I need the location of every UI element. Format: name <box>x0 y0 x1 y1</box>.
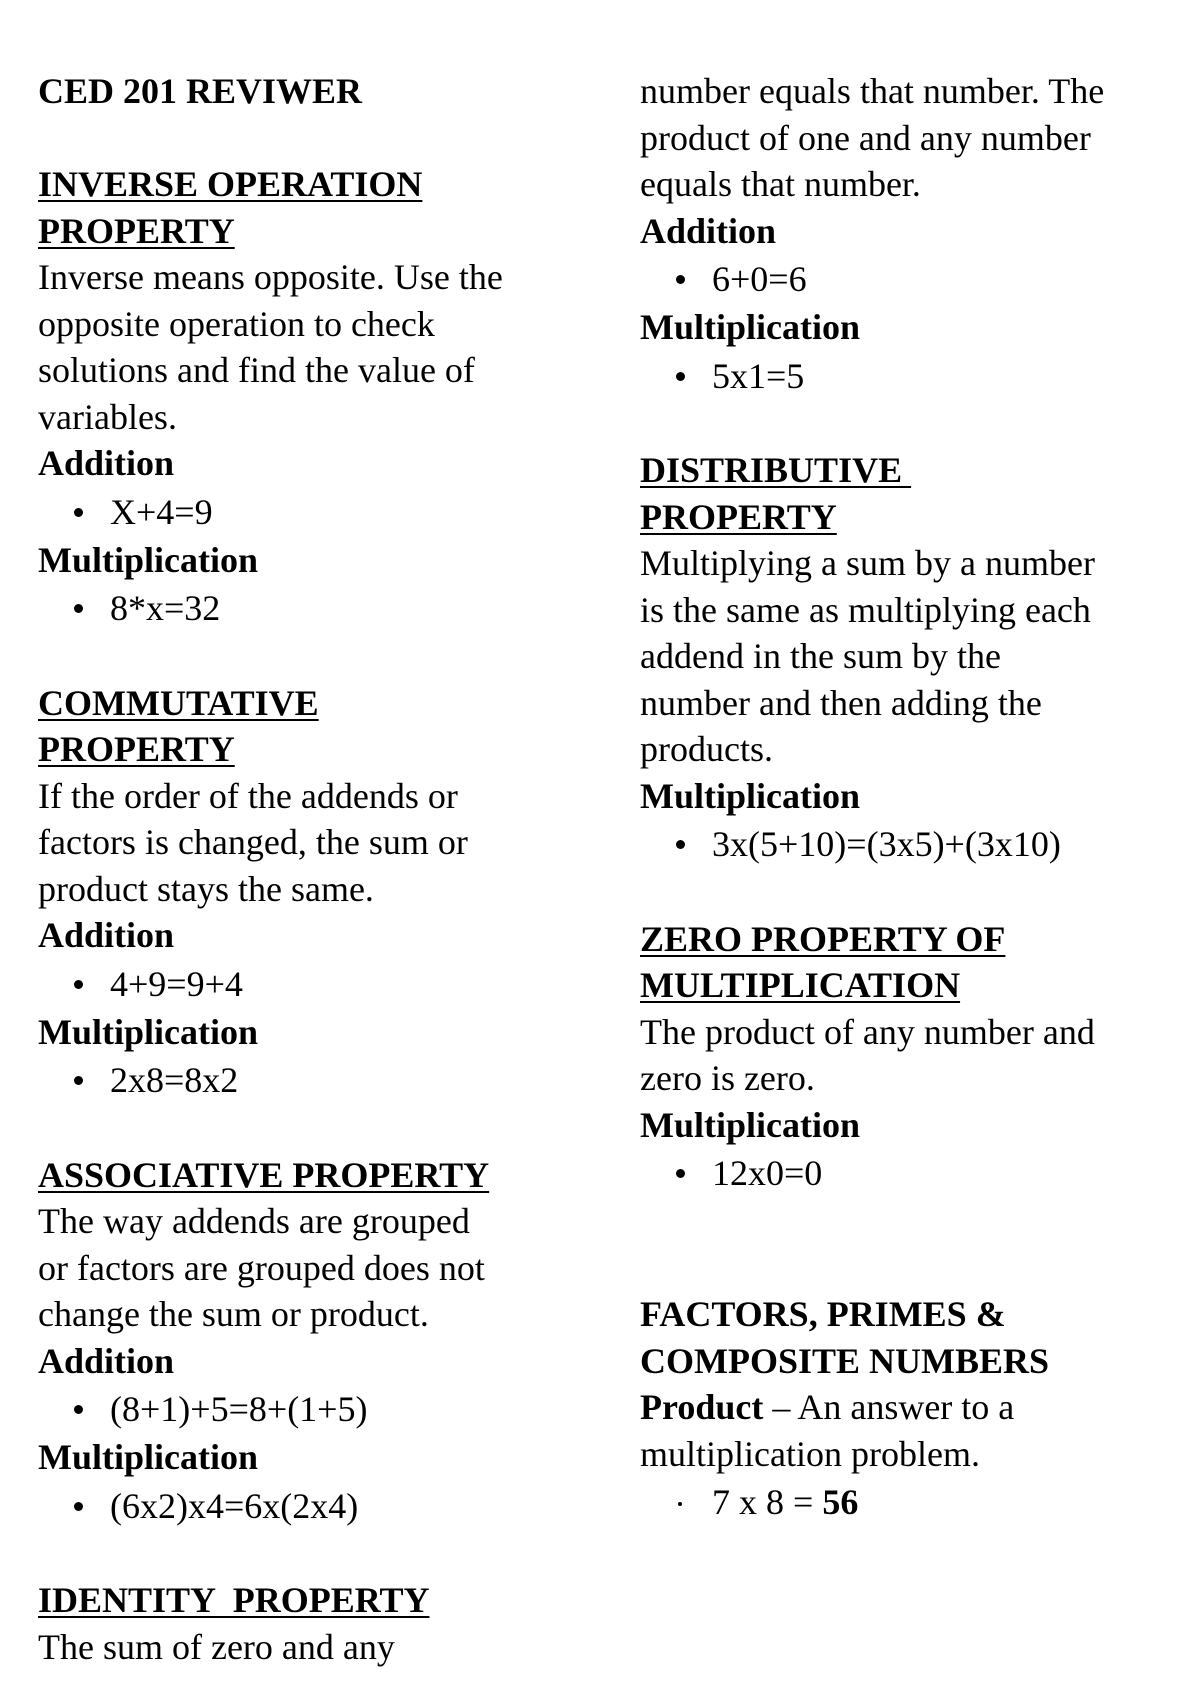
list-item <box>38 487 598 537</box>
list-item <box>38 1481 598 1531</box>
commutative-heading-line-1: COMMUTATIVE <box>38 682 319 723</box>
identity-body-line: equals that number. <box>640 164 921 204</box>
list-item <box>38 1384 598 1434</box>
zero-multiplication-example: 12x0=0 <box>712 1153 823 1193</box>
identity-multiplication-label: Multiplication <box>640 307 861 347</box>
identity-addition-list <box>640 254 1185 304</box>
zero-multiplication-label: Multiplication <box>640 1104 861 1145</box>
inverse-body-line: variables. <box>38 396 177 437</box>
inverse-addition-label: Addition <box>38 443 175 483</box>
zero-heading-line-2: MULTIPLICATION <box>640 965 961 1005</box>
zero-multiplication-list <box>640 1148 1185 1198</box>
list-item <box>38 583 598 633</box>
bullet-icon <box>74 508 83 517</box>
left-column <box>38 68 598 1670</box>
distributive-body-line: number and then adding the <box>640 682 1042 723</box>
associative-multiplication-example: (6x2)x4=6x(2x4) <box>110 1485 359 1526</box>
distributive-multiplication-list <box>640 819 1185 869</box>
list-item <box>640 819 1185 869</box>
product-example-result: 56 <box>822 1482 859 1522</box>
commutative-body-line: product stays the same. <box>38 868 374 909</box>
factors-heading-line-2: COMPOSITE NUMBERS <box>640 1340 1050 1381</box>
inverse-body-line: Inverse means opposite. Use the <box>38 257 503 297</box>
list-item <box>640 351 1185 401</box>
factors-heading-line-1: FACTORS, PRIMES & <box>640 1294 1006 1334</box>
zero-body-line: The product of any number and <box>640 1011 1095 1052</box>
identity-addition-example: 6+0=6 <box>712 259 807 299</box>
commutative-addition-list <box>38 959 598 1009</box>
associative-body-line: change the sum or product. <box>38 1294 429 1334</box>
bullet-icon <box>676 275 685 284</box>
associative-addition-label: Addition <box>38 1340 175 1381</box>
identity-body-line: The sum of zero and any <box>38 1626 395 1667</box>
distributive-multiplication-example: 3x(5+10)=(3x5)+(3x10) <box>712 824 1061 864</box>
associative-addition-list <box>38 1384 598 1434</box>
bullet-icon <box>678 1502 682 1506</box>
inverse-body-line: solutions and find the value of <box>38 350 475 390</box>
commutative-multiplication-list <box>38 1055 598 1105</box>
commutative-body-line: If the order of the addends or <box>38 775 458 816</box>
list-item <box>38 959 598 1009</box>
spacer <box>640 1198 1185 1245</box>
list-item <box>640 1477 1185 1527</box>
commutative-multiplication-label: Multiplication <box>38 1011 259 1052</box>
spacer <box>640 869 1185 916</box>
bullet-icon <box>74 1405 83 1414</box>
inverse-multiplication-label: Multiplication <box>38 539 259 580</box>
distributive-body-line: is the same as multiplying each <box>640 589 1091 630</box>
product-definition <box>640 1384 1185 1431</box>
distributive-heading-line-1: DISTRIBUTIVE <box>640 450 912 490</box>
bullet-icon <box>74 604 83 613</box>
list-item <box>38 1055 598 1105</box>
distributive-body-line: addend in the sum by the <box>640 636 1001 676</box>
identity-heading: IDENTITY PROPERTY <box>38 1580 430 1620</box>
associative-heading: ASSOCIATIVE PROPERTY <box>38 1154 490 1195</box>
bullet-icon <box>74 980 83 989</box>
identity-body-line: product of one and any number <box>640 117 1091 158</box>
bullet-icon <box>74 1076 83 1085</box>
associative-multiplication-label: Multiplication <box>38 1437 259 1477</box>
associative-multiplication-list <box>38 1481 598 1531</box>
associative-body-line: or factors are grouped does not <box>38 1247 485 1288</box>
inverse-heading-line-2: PROPERTY <box>38 210 235 251</box>
identity-multiplication-example: 5x1=5 <box>712 355 805 396</box>
distributive-body-line: products. <box>640 729 773 769</box>
product-example-list <box>640 1477 1185 1527</box>
product-example-expression: 7 x 8 = <box>712 1482 823 1522</box>
product-definition-line-2: multiplication problem. <box>640 1433 980 1474</box>
commutative-multiplication-example: 2x8=8x2 <box>110 1060 239 1100</box>
right-column <box>640 68 1185 1527</box>
commutative-body-line: factors is changed, the sum or <box>38 822 468 862</box>
spacer <box>38 633 598 680</box>
product-term: Product <box>640 1387 764 1427</box>
document-title: CED 201 REVIWER <box>38 71 363 111</box>
inverse-addition-list <box>38 487 598 537</box>
commutative-heading-line-2: PROPERTY <box>38 729 235 769</box>
zero-body-line: zero is zero. <box>640 1058 815 1098</box>
bullet-icon <box>74 1502 83 1511</box>
list-item <box>640 254 1185 304</box>
identity-body-line: number equals that number. The <box>640 71 1105 111</box>
zero-heading-line-1: ZERO PROPERTY OF <box>640 918 1006 959</box>
product-definition-text: – An answer to a <box>763 1387 1015 1427</box>
inverse-multiplication-example: 8*x=32 <box>110 588 221 628</box>
distributive-body-line: Multiplying a sum by a number <box>640 543 1095 583</box>
commutative-addition-label: Addition <box>38 915 175 955</box>
spacer <box>38 1105 598 1152</box>
bullet-icon <box>676 840 685 849</box>
bullet-icon <box>676 372 685 381</box>
inverse-multiplication-list <box>38 583 598 633</box>
bullet-icon <box>676 1169 685 1178</box>
list-item <box>640 1148 1185 1198</box>
spacer <box>640 401 1185 448</box>
spacer <box>640 1245 1185 1292</box>
spacer <box>38 115 598 162</box>
inverse-heading-line-1: INVERSE OPERATION <box>38 164 423 204</box>
distributive-heading-line-2: PROPERTY <box>640 496 837 537</box>
inverse-body-line: opposite operation to check <box>38 303 435 344</box>
spacer <box>38 1531 598 1578</box>
inverse-addition-example: X+4=9 <box>110 491 213 532</box>
associative-body-line: The way addends are grouped <box>38 1201 470 1241</box>
associative-addition-example: (8+1)+5=8+(1+5) <box>110 1389 368 1429</box>
identity-addition-label: Addition <box>640 210 777 251</box>
commutative-addition-example: 4+9=9+4 <box>110 963 243 1004</box>
identity-multiplication-list <box>640 351 1185 401</box>
distributive-multiplication-label: Multiplication <box>640 775 861 816</box>
